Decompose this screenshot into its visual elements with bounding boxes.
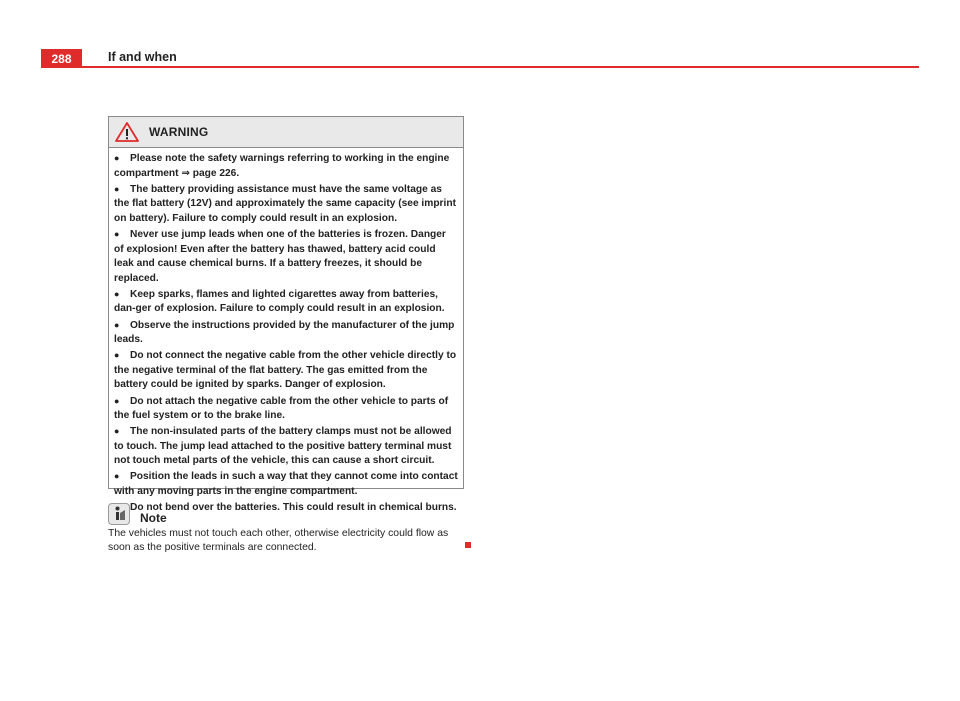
section-title: If and when xyxy=(108,50,177,64)
bullet-icon: ● xyxy=(114,183,120,194)
warning-item: ● The battery providing assistance must have the same voltage as the flat battery (12V) and approximately the same capacity (see imprint on battery). Failure to comply could result in an explosion. xyxy=(114,183,456,224)
bullet-icon: ● xyxy=(114,426,120,437)
warning-list xyxy=(109,148,463,516)
bullet-icon: ● xyxy=(114,471,120,482)
bullet-icon: ● xyxy=(114,319,120,330)
warning-item: ● The non-insulated parts of the battery clamps must not be allowed to touch. The jump lead attached to the positive battery terminal must not touch metal parts of the vehicle, this can cause a short circuit. xyxy=(114,426,452,467)
bullet-icon: ● xyxy=(114,395,120,406)
warning-item: Do not bend over the batteries. This could result in chemical burns. xyxy=(114,500,458,516)
warning-header xyxy=(109,117,463,148)
bullet-icon: ● xyxy=(114,350,120,361)
warning-item: ● Never use jump leads when one of the batteries is frozen. Danger of explosion! Even after the battery has thawed, battery acid could leak and cause chemical burns. If a battery freezes, it should be replaced. xyxy=(114,228,446,284)
note-text: The vehicles must not touch each other, otherwise electricity could flow as soon as the positive terminals are connected. xyxy=(108,528,449,553)
warning-title: WARNING xyxy=(149,125,209,139)
note-title: Note xyxy=(140,511,167,525)
header-divider xyxy=(82,66,919,68)
bullet-icon: ● xyxy=(114,228,120,239)
warning-triangle-icon xyxy=(115,122,139,142)
bullet-icon: ● xyxy=(114,153,120,163)
warning-item: ● Please note the safety warnings referring to working in the engine compartment ⇒ page 226. xyxy=(114,153,450,179)
warning-item: ● Position the leads in such a way that they cannot come into contact with any moving parts in the engine compartment. xyxy=(114,471,458,498)
page-number: 288 xyxy=(41,49,82,68)
note-header xyxy=(108,501,167,525)
warning-box xyxy=(108,116,464,514)
warning-item: ● Keep sparks, flames and lighted cigarettes away from batteries, dan-ger of explosion. Failure to comply could result in an explosion. xyxy=(114,288,445,315)
info-glyph-icon xyxy=(112,506,126,522)
warning-item: ● Do not attach the negative cable from the other vehicle to parts of the fuel system or to the brake line. xyxy=(114,395,449,422)
bullet-icon: ● xyxy=(114,288,120,299)
section-end-marker xyxy=(465,542,471,548)
info-note-icon xyxy=(108,503,130,525)
warning-item: ● Observe the instructions provided by the manufacturer of the jump leads. xyxy=(114,319,455,346)
warning-item: ● Do not connect the negative cable from the other vehicle directly to the negative terminal of the flat battery. The gas emitted from the battery could be ignited by sparks. Danger of explosion. xyxy=(114,350,457,391)
